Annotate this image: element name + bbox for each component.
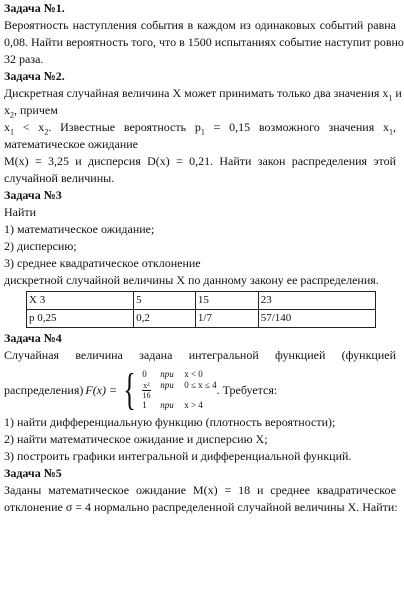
table-cell: 0,2 bbox=[134, 310, 196, 328]
task5-line1: Заданы математическое ожидание M(x) = 18 и среднее квадратическое bbox=[4, 483, 396, 497]
case-row: 1 при x > 4 bbox=[142, 400, 203, 410]
task4-item-2: 2) найти математическое ожидание и дисперсию X; bbox=[4, 432, 268, 446]
task1-line2: 0,08. Найти вероятность того, что в 1500 испытаниях событие наступит ровно bbox=[4, 35, 404, 49]
fraction: $\frac{\text{x²}}{16}$ bbox=[142, 381, 151, 400]
function-cases bbox=[142, 369, 216, 411]
task4-line2-pre: распределения) bbox=[4, 382, 84, 397]
table-cell: 1/7 bbox=[195, 310, 258, 328]
task3-title: Задача №3 bbox=[4, 188, 62, 202]
task4-line2-post: . Требуется: bbox=[216, 382, 278, 397]
left-brace: { bbox=[123, 365, 137, 414]
task2-line3: $x_1 < x_2$. Известные вероятность $p_1 = 0,15$ возможного значения $x_1$, bbox=[4, 120, 396, 137]
case-row: 0 при x < 0 bbox=[142, 369, 203, 379]
task1-line1: Вероятность наступления события в каждом из одинаковых событий равна bbox=[4, 18, 396, 32]
table-cell: 23 bbox=[258, 292, 375, 310]
table-cell: 15 bbox=[195, 292, 258, 310]
task2-line2: $x_2$, причем bbox=[4, 103, 58, 120]
task2-line4: математическое ожидание bbox=[4, 137, 138, 151]
table-cell: X 3 bbox=[27, 292, 134, 310]
table-cell: 57/140 bbox=[258, 310, 375, 328]
task5-line2: отклонение σ = 4 нормально распределенной случайной величины X. Найти: bbox=[4, 500, 398, 514]
task2-line6: случайной величины. bbox=[4, 171, 115, 185]
task4-item-1: 1) найти дифференциальную функцию (плотность вероятности); bbox=[4, 415, 336, 429]
distribution-table bbox=[26, 291, 376, 328]
table-row-p bbox=[27, 310, 376, 328]
table-row-x bbox=[27, 292, 376, 310]
task4-item-3: 3) построить графики интегральной и дифференциальной функций. bbox=[4, 449, 352, 463]
distribution-function bbox=[4, 365, 396, 414]
table-cell: 5 bbox=[134, 292, 196, 310]
task2-line1: Дискретная случайная величина X может принимать только два значения $x_1$ и bbox=[4, 86, 402, 103]
task1-title: Задача №1. bbox=[4, 1, 65, 15]
task3-after: дискретной случайной величины X по данному закону ее распределения. bbox=[4, 273, 379, 287]
task3-item-2: 2) дисперсию; bbox=[4, 239, 77, 253]
task1-line3: 32 раза. bbox=[4, 52, 44, 66]
task2-title: Задача №2. bbox=[4, 69, 65, 83]
task2-line5: M(x) = 3,25 и дисперсия D(x) = 0,21. Найти закон распределения этой bbox=[4, 154, 396, 168]
case-row: $\frac{\text{x²}}{16}$ при 0 ≤ x ≤ 4 bbox=[142, 380, 217, 400]
task3-item-1: 1) математическое ожидание; bbox=[4, 222, 155, 236]
table-cell: p 0,25 bbox=[27, 310, 134, 328]
function-label: F(x) = bbox=[85, 382, 118, 397]
task3-item-3: 3) среднее квадратическое отклонение bbox=[4, 256, 201, 270]
task4-title: Задача №4 bbox=[4, 331, 62, 345]
task3-find: Найти bbox=[4, 205, 37, 219]
task5-title: Задача №5 bbox=[4, 466, 62, 480]
task4-line1: Случайная величина задана интегральной функцией (функцией bbox=[4, 348, 396, 362]
